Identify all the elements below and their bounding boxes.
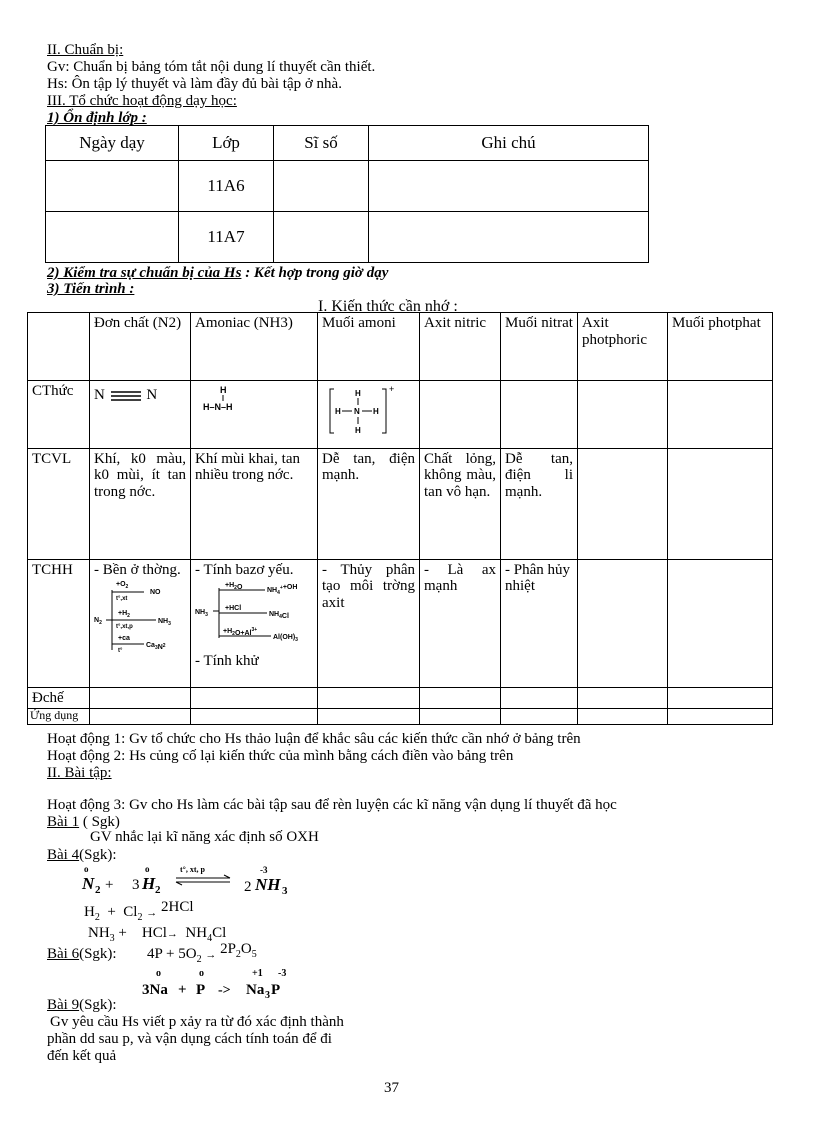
- svg-text:+H2O+Al3+: $+H_2O+Al^{3+}$: [223, 627, 258, 637]
- check-line: 2) Kiểm tra sự chuẩn bị của Hs : Kết hợp trong giờ dạy: [47, 265, 389, 281]
- svg-text:t°,xt: t°,xt: [116, 596, 128, 602]
- svg-text:2: 2: [95, 884, 101, 896]
- cell: [274, 212, 369, 263]
- knowledge-title: I. Kiến thức cần nhớ :: [318, 298, 458, 315]
- prep-hs: Hs: Ôn tập lý thuyết và làm đầy đủ bài tập ở nhà.: [47, 76, 342, 92]
- equation-p2o5: $4P + 5O_2 \to 2P_2O_5$: [147, 941, 257, 965]
- cell: [369, 212, 649, 263]
- tchh-nh3: - Tính bazơ yếu. $NH_3$ $+H_2O$ $NH_4^++OH$ +HCl $NH_4Cl$ $+H_2O+Al^{3+}$ $Al(OH)_3$ - Tính khử: [191, 559, 318, 687]
- col-ghichu: Ghi chú: [369, 126, 649, 161]
- prep-heading: II. Chuẩn bị:: [47, 42, 124, 58]
- kt-head-photphat: Muối photphat: [668, 313, 773, 381]
- svg-text:NH4Cl: $NH_4Cl$: [269, 611, 289, 620]
- svg-text:H: H: [355, 426, 361, 435]
- class-table: [45, 125, 649, 263]
- prep-gv: Gv: Chuẩn bị bảng tóm tắt nội dung lí thuyết cần thiết.: [47, 59, 376, 75]
- cell: [46, 212, 179, 263]
- svg-text:H: H: [355, 389, 361, 398]
- kt-head-nh3: Amoniac (NH3): [191, 313, 318, 381]
- svg-text:H: H: [335, 407, 341, 416]
- triple-bond-icon: [109, 389, 143, 403]
- svg-text:-3: -3: [260, 865, 268, 875]
- kt-corner: [28, 313, 90, 381]
- tcvl-n2: Khí, k0 màu, k0 mùi, ít tan trong nớc.: [90, 448, 191, 559]
- svg-text:2: 2: [244, 879, 252, 895]
- cell: [46, 161, 179, 212]
- row-label-cthuc: CThức: [28, 381, 90, 449]
- kt-head-hno3: Axit nitric: [420, 313, 501, 381]
- svg-text:+H2: $+H_2$: [118, 610, 130, 619]
- svg-text:Ca3N2: $Ca_3N^2$: [146, 642, 166, 651]
- n2-formula: N N: [90, 381, 191, 449]
- equation-hcl: $H_2 + Cl_2 \to 2HCl$: [84, 899, 194, 923]
- n2-reaction-diagram-icon: [94, 578, 186, 658]
- col-lop: Lớp: [179, 126, 274, 161]
- svg-text:+O2: $+O_2$: [116, 581, 129, 590]
- tcvl-hno3: Chất lỏng, không màu, tan vô hạn.: [420, 448, 501, 559]
- nh3-structure: [191, 381, 318, 449]
- bai-6: Bài 6(Sgk):: [47, 946, 117, 962]
- knowledge-table: [27, 312, 773, 725]
- bai-9: Bài 9(Sgk):: [47, 997, 117, 1013]
- row-label-ungdung: Ứng dụng: [28, 709, 90, 725]
- kt-head-nitrat: Muối nitrat: [501, 313, 578, 381]
- svg-text:NO: NO: [150, 589, 161, 596]
- svg-text:N: N: [82, 874, 95, 893]
- svg-text:3: 3: [265, 990, 270, 1000]
- svg-text:->: ->: [218, 983, 231, 998]
- cell: [369, 161, 649, 212]
- tchh-amoni: - Thủy phân tạo môi trờng axit: [318, 559, 420, 687]
- svg-text:o: o: [145, 864, 150, 874]
- svg-text:+: +: [389, 384, 395, 394]
- svg-text:+: +: [178, 982, 187, 998]
- svg-text:Na: Na: [246, 982, 265, 998]
- bai-9-line-2: phần dd sau p, và vận dụng cách tính toán để đi: [47, 1031, 332, 1047]
- org-heading: III. Tổ chức hoạt động dạy học:: [47, 93, 237, 109]
- page-number: 37: [384, 1080, 399, 1096]
- exercises-heading: II. Bài tập:: [47, 765, 112, 781]
- equation-nh4cl: $NH_3$ + $HCl\to NH_4Cl$: [88, 925, 227, 944]
- svg-text:H–N–H: H–N–H: [203, 402, 233, 412]
- svg-text:+ca: +ca: [118, 635, 130, 642]
- kt-head-amoni: Muối amoni: [318, 313, 420, 381]
- activity-3: Hoạt động 3: Gv cho Hs làm các bài tập sau để rèn luyện các kĩ năng vận dụng lí thuyết đã học: [47, 797, 617, 813]
- nh3-structure-icon: [195, 383, 255, 423]
- svg-text:+H2O: $+H_2O$: [225, 582, 243, 591]
- tchh-nitrat: - Phân hủy nhiệt: [501, 559, 578, 687]
- svg-text:3: 3: [132, 877, 140, 893]
- tcvl-amoni: Dễ tan, điện mạnh.: [318, 448, 420, 559]
- row-label-tcvl: TCVL: [28, 448, 90, 559]
- svg-text:NH: NH: [255, 875, 281, 894]
- svg-text:3Na: 3Na: [142, 982, 168, 998]
- svg-text:P: P: [196, 982, 206, 998]
- svg-text:t°: t°: [118, 648, 123, 654]
- svg-text:-3: -3: [278, 968, 287, 979]
- svg-text:H: H: [373, 407, 379, 416]
- svg-text:o: o: [156, 968, 161, 979]
- activity-2: Hoạt động 2: Hs củng cố lại kiến thức của mình bằng cách điền vào bảng trên: [47, 748, 514, 764]
- na3p-equation-icon: [138, 966, 298, 1000]
- svg-text:H: H: [220, 385, 227, 395]
- equation-na3p: [138, 966, 298, 1005]
- tchh-hno3: - Là ax mạnh: [420, 559, 501, 687]
- col-ngay: Ngày dạy: [46, 126, 179, 161]
- svg-text:Al(OH)3: $Al(OH)_3$: [273, 634, 298, 643]
- col-siso: Sĩ số: [274, 126, 369, 161]
- svg-text:P: P: [271, 982, 281, 998]
- svg-text:N: N: [354, 407, 360, 416]
- cell-class: 11A6: [179, 161, 274, 212]
- cell: [274, 161, 369, 212]
- svg-text:N2: $N_2$: [94, 617, 102, 626]
- bai-9-line-3: đến kết quả: [47, 1048, 117, 1064]
- svg-text:o: o: [199, 968, 204, 979]
- activity-1: Hoạt động 1: Gv tổ chức cho Hs thảo luận để khắc sâu các kiến thức cần nhớ ở bảng trên: [47, 731, 581, 747]
- cell-class: 11A7: [179, 212, 274, 263]
- svg-text:o: o: [84, 864, 89, 874]
- kt-head-h3po4: Axit photphoric: [578, 313, 668, 381]
- tcvl-nh3: Khí mùi khai, tan nhiều trong nớc.: [191, 448, 318, 559]
- svg-text:2: 2: [155, 884, 161, 896]
- row-label-dche: Đchế: [28, 687, 90, 709]
- nh4-structure: [318, 381, 420, 449]
- bai-1-note: GV nhắc lại kĩ năng xác định số OXH: [90, 829, 319, 845]
- equation-nh3-synthesis: [80, 862, 300, 903]
- tcvl-nitrat: Dễ tan, điện li mạnh.: [501, 448, 578, 559]
- process-label: 3) Tiến trình :: [47, 281, 135, 297]
- svg-text:t°,xt,p: t°,xt,p: [116, 624, 133, 630]
- nh3-reaction-diagram-icon: [195, 578, 315, 648]
- svg-text:3: 3: [282, 885, 288, 897]
- row-label-tchh: TCHH: [28, 559, 90, 687]
- svg-text:NH4++OH: $NH_4^++OH$: [267, 584, 298, 596]
- svg-text:NH3: $NH_3$: [195, 609, 208, 618]
- svg-text:+: +: [105, 877, 114, 893]
- bai-1: Bài 1 ( Sgk): [47, 814, 120, 830]
- nh4-structure-icon: [322, 383, 412, 441]
- svg-text:+1: +1: [252, 968, 263, 979]
- svg-text:+HCl: +HCl: [225, 605, 242, 612]
- svg-text:NH3: $NH_3$: [158, 618, 171, 627]
- tchh-n2: - Bền ở thờng. $N_2$ $+O_2$ t°,xt NO $+H_2$ t°,xt,p $NH_3$ +ca t° $Ca_3N^2$: [90, 559, 191, 687]
- nh3-synthesis-equation-icon: [80, 862, 300, 898]
- stabilize-label: 1) Ổn định lớp :: [47, 110, 147, 126]
- bai-9-line-1: Gv yêu cầu Hs viết p xảy ra từ đó xác định thành: [50, 1014, 344, 1030]
- svg-text:H: H: [142, 874, 156, 893]
- kt-head-n2: Đơn chất (N2): [90, 313, 191, 381]
- svg-text:t°, xt, p: t°, xt, p: [180, 865, 205, 874]
- bai-4: Bài 4(Sgk):: [47, 847, 117, 863]
